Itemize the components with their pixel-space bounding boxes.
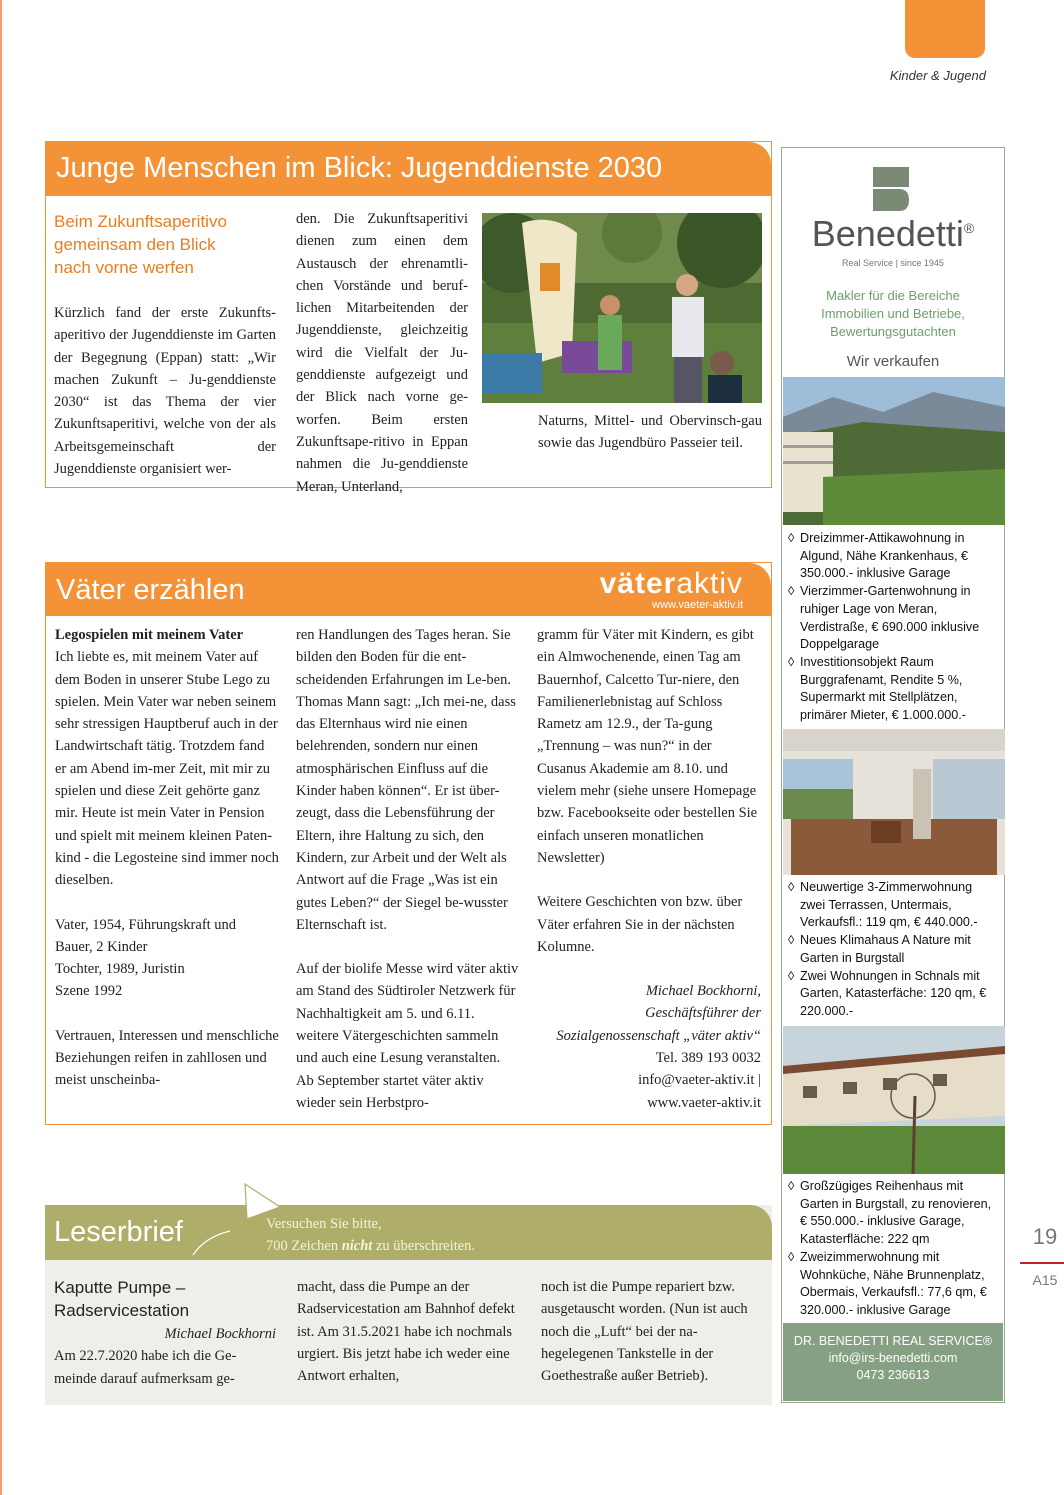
page-code: A15 [1032, 1272, 1058, 1288]
row-house-photo [783, 1026, 1005, 1174]
article-column-1: Kürzlich fand der erste Zukunfts-aperitivo der Jugenddienste im Garten der Begegnung (Eppan) statt: „Wir machen Zukunft – Ju-genddienste 2030“ ist das Thema der vier Zukunftsaperitivi, welche von der als Arbeitsgemeinschaft der Jugenddienste organisiert wer- [54, 305, 276, 478]
listing-item: ◊ Zwei Wohnungen in Schnals mit Garten, Katasterfäche: 120 qm, € 220.000.- [788, 968, 987, 1018]
article-jugenddienste [45, 141, 772, 495]
terrace-photo [783, 729, 1005, 875]
article-column-3: Naturns, Mittel- und Obervinsch-gau sowie das Jugendbüro Passeier teil. [538, 413, 762, 452]
letter-author: Michael Bockhorni [164, 1326, 276, 1342]
ad-footer: DR. BENEDETTI REAL SERVICE® info@irs-benedetti.com 0473 236613 [783, 1323, 1003, 1401]
signature: Michael Bockhorni, Geschäftsführer der Sozialgenossenschaft „väter aktiv“ Tel. 389 193 0032 info@vaeter-aktiv.it | www.vaeter-aktiv.it [537, 980, 761, 1114]
listing-item: ◊ Vierzimmer-Gartenwohnung in ruhiger Lage von Meran, Verdistraße, € 690.000 inklusive Doppelgarage [788, 584, 980, 652]
brand-name: Benedetti® [811, 213, 975, 254]
benedetti-advertisement [781, 147, 1005, 1403]
listing-item: ◊ Zweizimmerwohnung mit Wohnküche, Nähe Brunnenplatz, Obermais, Verkaufsfl.: 77,6 qm, € 320.000.- inklusive Garage [788, 1249, 987, 1317]
section-label: Kinder & Jugend [889, 68, 986, 83]
brand-tagline: Real Service | since 1945 [842, 258, 944, 268]
website-link[interactable]: www.vaeter-aktiv.it [647, 1094, 761, 1111]
story-heading: Legospielen mit meinem Vater [55, 627, 244, 643]
listing-item: ◊ Investitionsobjekt Raum Burggrafenamt, Rendite 5 %, Supermarkt mit Stellplätzen, primärer Mieter, € 1.000.000.- [788, 654, 966, 723]
listing-group-2 [788, 879, 1000, 1021]
listing-item: ◊ Neuwertige 3-Zimmerwohnung zwei Terrassen, Untermais, Verkaufsfl.: 119 qm, € 440.000.- [788, 880, 978, 930]
page-number: 19 [1032, 1224, 1058, 1249]
valley-photo [783, 377, 1005, 525]
listing-item: ◊ Dreizimmer-Attikawohnung in Algund, Nähe Krankenhaus, € 350.000.- inklusive Garage [788, 531, 969, 581]
logo-url: www.vaeter-aktiv.it [652, 599, 743, 611]
sell-heading: Wir verkaufen [846, 353, 940, 370]
article-column-2: den. Die Zukunftsaperitivi dienen zum einen dem Austausch der ehrenamtli-chen Vorstände und beruf-lichen Mitarbeitenden der Jugenddienste, gleichzeitig wird die Vielfalt der Ju-genddienste aufgezeigt und der Blick nach vorne ge-worfen. Beim ersten Zukunftsape-ritivo in Eppan nahmen die Ju-genddienste Meran, Unterland, [296, 211, 468, 495]
listing-item: ◊ Neues Klimahaus A Nature mit Garten in Burgstall [788, 933, 971, 965]
page-number-divider [1020, 1262, 1064, 1264]
article-column-1: Legospielen mit meinem Vater Ich liebte es, mit meinem Vater auf dem Boden in unserer Stube Lego zu spielen. Mein Vater war neben seinem sehr stressigen Hauptberuf auch in der Landwirtschaft tätig. Trotzdem fand er am Abend im-mer Zeit, mit mir zu spielen und diese Zeit gehörte ganz mir. Heute ist mein Vater in Pension und spielt mit meinem kleinen Paten-kind - die Legosteine sind immer noch dieselben. Vater, 1954, Führungskraft und Bauer, 2 Kinder Tochter, 1989, Juristin Szene 1992 Vertrauen, Interessen und menschliche Beziehungen reifen in zahllosen und meist unscheinba- [55, 624, 279, 1114]
garden-event-photo [482, 213, 762, 403]
letter-column-2: macht, dass die Pumpe an der Radservicestation am Bahnhof defekt ist. Am 31.5.2021 habe ich nochmals urgiert. Bis jetzt habe ich weder eine Antwort erhalten, [297, 1279, 515, 1385]
letter-heading: Kaputte Pumpe – Radservicestation [54, 1278, 190, 1320]
letter-section [45, 1205, 772, 1405]
letter-hint: Versuchen Sie bitte, 700 Zeichen nicht zu überschreiten. [266, 1216, 475, 1254]
letter-column-1: Michael Bockhorni Am 22.7.2020 habe ich die Ge-meinde darauf aufmerksam ge- [54, 1323, 276, 1390]
article-vaeter-erzaehlen [45, 562, 772, 1125]
email-link[interactable]: info@vaeter-aktiv.it | [638, 1072, 761, 1089]
benedetti-logo-icon [873, 167, 909, 211]
listing-item: ◊ Großzügiges Reihenhaus mit Garten in Burgstall, zu renovieren, € 550.000.- inklusive Garage, Katasterfläche: 222 qm [788, 1179, 992, 1247]
article-title: Väter erzählen väteraktiv www.vaeter-aktiv.it [46, 563, 771, 616]
letter-column-3: noch ist die Pumpe repariert bzw. ausgetauscht worden. (Nun ist auch noch die „Luft“ bei der na-hegelegenen Tankstelle in der Goethestraße außer Betrieb). [541, 1279, 748, 1385]
ad-phone: 0473 236613 [856, 1368, 930, 1382]
letter-title: Leserbrief [54, 1216, 183, 1248]
page-edge-rule [0, 0, 2, 1495]
ad-email-link[interactable]: info@irs-benedetti.com [828, 1351, 958, 1365]
brand-description: Makler für die Bereiche Immobilien und Betriebe, Bewertungsgutachten [821, 288, 965, 339]
article-subtitle: Beim Zukunftsaperitivo gemeinsam den Blick nach vorne werfen [54, 212, 227, 277]
listing-group-3 [788, 1178, 1000, 1320]
vaeter-aktiv-logo: väteraktiv www.vaeter-aktiv.it [599, 567, 743, 611]
article-column-2: ren Handlungen des Tages heran. Sie bilden den Boden für die ent-scheidenden Erfahrungen im Le-ben. Thomas Mann sagt: „Ich mei-ne, dass das Elternhaus wird nie einen belehrenden, sondern nur einen atmosphärischen Einfluss auf die Kinder haben können“. Er ist über-zeugt, dass die Lebensführung der Eltern, ihre Haltung zu sich, den Kindern, zur Arbeit und der Welt als Antwort auf die Frage „Was ist ein gutes Leben?“ der Siegel be-wusster Elternschaft ist. Auf der biolife Messe wird väter aktiv am Stand des Südtiroler Netzwerk für Nachhaltigkeit am 5. und 6.11. weitere Vätergeschichten sammeln und auch eine Lesung veranstalten. Ab September startet väter aktiv wieder sein Herbstpro- [296, 627, 519, 1111]
article-title: Junge Menschen im Blick: Jugenddienste 2030 [46, 142, 771, 196]
section-tab [905, 0, 985, 58]
article-column-3: gramm für Väter mit Kindern, es gibt ein Almwochenende, einen Tag am Bauernhof, Calcetto Tur-niere, den Familienerlebnistag auf Schloss Rametz am 12.9., der Ta-gung „Trennung – was nun?“ in der Cusanus Akademie am 8.10. und vielem mehr (siehe unsere Homepage bzw. Facebookseite oder bestellen Sie einfach unseren monatlichen Newsletter) Weitere Geschichten von bzw. über Väter erfahren Sie in der nächsten Kolumne. Michael Bockhorni, Geschäftsführer der Sozialgenossenschaft „väter aktiv“ Tel. 389 193 0032 info@vaeter-aktiv.it | www.vaeter-aktiv.it [537, 624, 761, 1114]
story-author-info: Vater, 1954, Führungskraft und Bauer, 2 Kinder Tochter, 1989, Juristin Szene 1992 [55, 916, 237, 1000]
listing-group-1 [788, 530, 1000, 725]
